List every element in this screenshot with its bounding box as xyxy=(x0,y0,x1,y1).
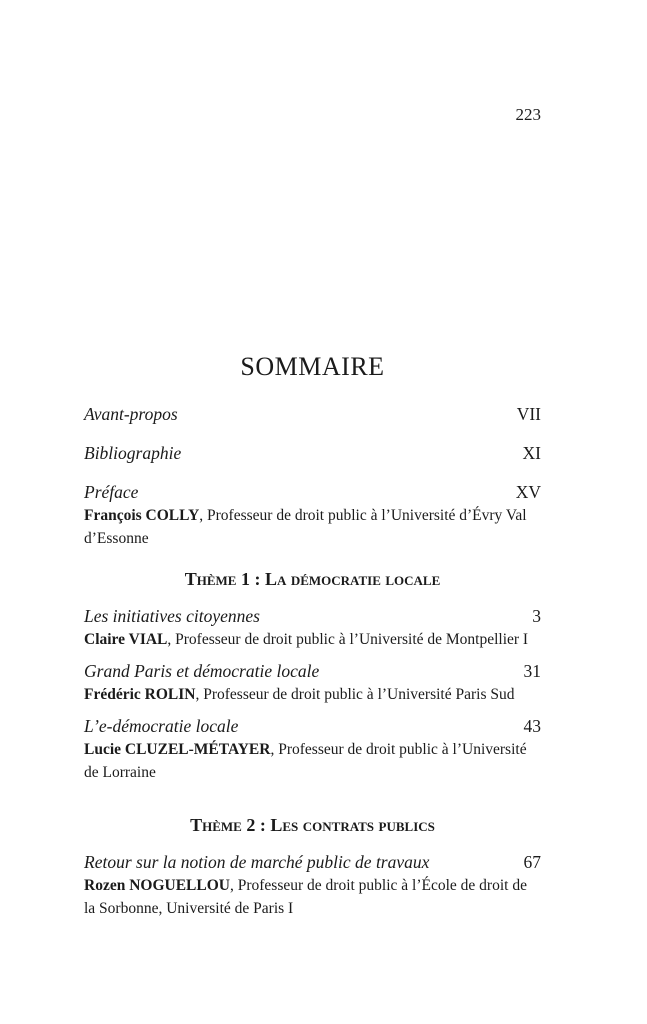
toc-entry-marche-public xyxy=(84,852,541,920)
author-description: , Professeur de droit public à l’Université de Lorraine xyxy=(84,741,527,781)
author-description: , Professeur de droit public à l’Université d’Évry Val d’Essonne xyxy=(84,507,527,547)
table-of-contents xyxy=(84,404,541,920)
entry-author-line xyxy=(84,874,541,920)
toc-entry-bibliographie xyxy=(84,443,541,464)
page-number: 223 xyxy=(515,105,541,124)
toc-entry-avant-propos xyxy=(84,404,541,425)
entry-title: Avant-propos xyxy=(84,404,178,424)
entry-page-ref: 31 xyxy=(523,661,541,681)
entry-page-ref: XI xyxy=(522,443,541,463)
entry-page-ref: VII xyxy=(516,404,541,424)
entry-author-line xyxy=(84,738,541,784)
author-name: Frédéric ROLIN xyxy=(84,686,196,703)
toc-row xyxy=(84,482,541,503)
author-description: , Professeur de droit public à l’École de droit de la Sorbonne, Université de Paris I xyxy=(84,877,527,917)
entry-page-ref: XV xyxy=(515,482,541,502)
entry-title: Grand Paris et démocratie locale xyxy=(84,661,320,681)
toc-row xyxy=(84,404,541,425)
entry-author-line xyxy=(84,683,541,706)
toc-row xyxy=(84,661,541,682)
page-title: SOMMAIRE xyxy=(240,352,385,381)
toc-entry-grand-paris xyxy=(84,661,541,706)
entry-title: Les initiatives citoyennes xyxy=(84,606,260,626)
theme-1-section xyxy=(84,568,541,784)
author-name: Rozen NOGUELLOU xyxy=(84,877,230,894)
toc-entry-e-democratie xyxy=(84,716,541,784)
entry-page-ref: 67 xyxy=(523,852,541,872)
theme-1-heading: Thème 1 : La démocratie locale xyxy=(184,569,441,589)
theme-2-section xyxy=(84,814,541,920)
entry-title: L’e-démocratie locale xyxy=(84,716,239,736)
author-name: Lucie CLUZEL-MÉTAYER xyxy=(84,741,271,758)
entry-title: Bibliographie xyxy=(84,443,182,463)
entry-author-line xyxy=(84,628,541,651)
page-content xyxy=(84,0,541,930)
author-description: , Professeur de droit public à l’Université de Montpellier I xyxy=(167,631,529,648)
entry-page-ref: 43 xyxy=(523,716,541,736)
toc-entry-initiatives-citoyennes xyxy=(84,606,541,651)
toc-row xyxy=(84,852,541,873)
entry-title: Préface xyxy=(84,482,139,502)
author-name: François COLLY xyxy=(84,507,200,524)
author-description: , Professeur de droit public à l’Université Paris Sud xyxy=(195,686,515,703)
entry-author-line xyxy=(84,504,541,550)
author-name: Claire VIAL xyxy=(84,631,168,648)
toc-entry-preface xyxy=(84,482,541,550)
toc-row xyxy=(84,716,541,737)
entry-page-ref: 3 xyxy=(532,606,541,626)
theme-2-heading: Thème 2 : Les contrats publics xyxy=(190,815,435,835)
toc-row xyxy=(84,443,541,464)
entry-title: Retour sur la notion de marché public de travaux xyxy=(84,852,430,872)
toc-row xyxy=(84,606,541,627)
